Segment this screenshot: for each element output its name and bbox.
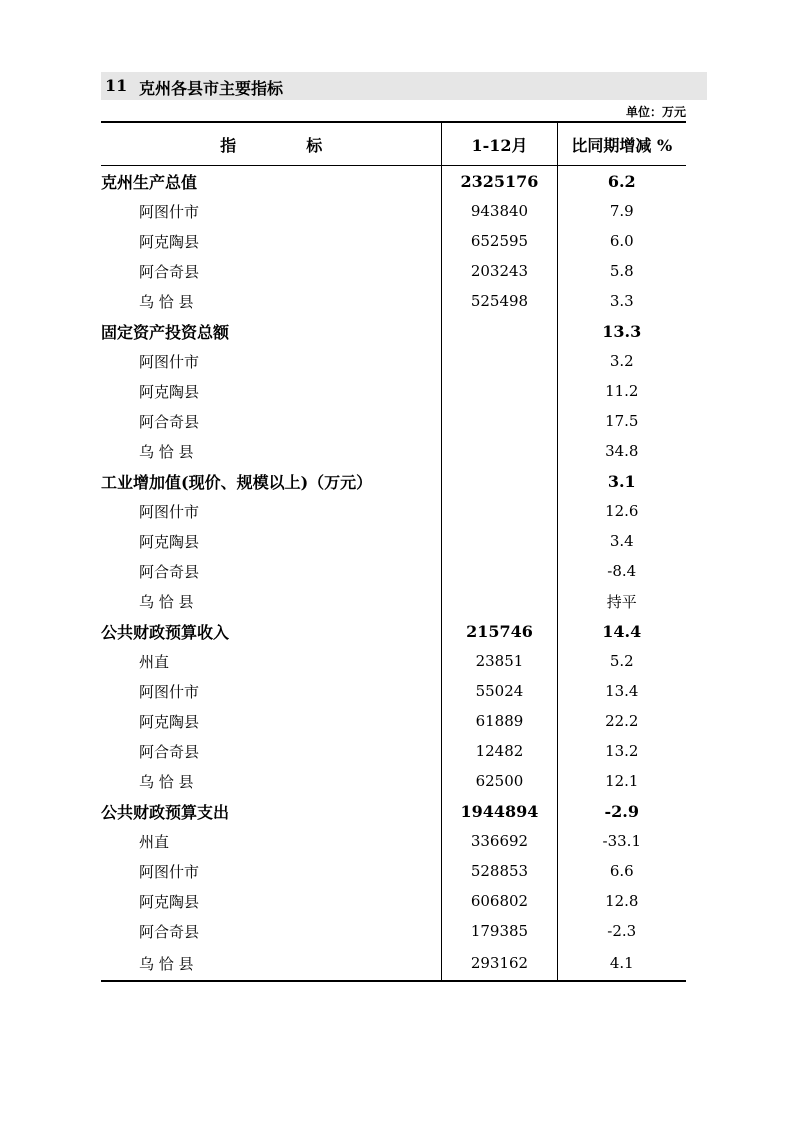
row-value bbox=[442, 556, 557, 586]
row-value bbox=[442, 436, 557, 466]
row-name: 阿图什市 bbox=[139, 202, 200, 221]
row-change: 13.2 bbox=[557, 736, 686, 766]
table-row bbox=[101, 586, 686, 616]
table-header-row bbox=[101, 122, 686, 166]
table-title-bar bbox=[101, 72, 707, 100]
row-change: 5.8 bbox=[557, 256, 686, 286]
row-value bbox=[442, 526, 557, 556]
table-row bbox=[101, 886, 686, 916]
row-change: 6.2 bbox=[557, 166, 686, 197]
table-row bbox=[101, 436, 686, 466]
table-row bbox=[101, 376, 686, 406]
table-row bbox=[101, 496, 686, 526]
header-indicator-right: 标 bbox=[306, 135, 323, 155]
row-name: 乌 恰 县 bbox=[139, 772, 194, 791]
table-number: 11 bbox=[105, 76, 128, 95]
table-row bbox=[101, 826, 686, 856]
row-change: 3.3 bbox=[557, 286, 686, 316]
table-row bbox=[101, 796, 686, 826]
table-row bbox=[101, 526, 686, 556]
row-name: 阿克陶县 bbox=[139, 712, 200, 731]
row-value: 336692 bbox=[442, 826, 557, 856]
table-row bbox=[101, 616, 686, 646]
row-change: 7.9 bbox=[557, 196, 686, 226]
table-row bbox=[101, 676, 686, 706]
row-name: 乌 恰 县 bbox=[139, 292, 194, 311]
indicator-table bbox=[101, 121, 686, 982]
row-value bbox=[442, 346, 557, 376]
row-name: 乌 恰 县 bbox=[101, 946, 442, 981]
row-change: -8.4 bbox=[557, 556, 686, 586]
table-row bbox=[101, 646, 686, 676]
row-change: 3.2 bbox=[557, 346, 686, 376]
row-name: 公共财政预算收入 bbox=[101, 622, 230, 642]
row-change: 17.5 bbox=[557, 406, 686, 436]
table-row bbox=[101, 856, 686, 886]
row-change: 14.4 bbox=[557, 616, 686, 646]
row-value: 943840 bbox=[442, 196, 557, 226]
row-value: 1944894 bbox=[442, 796, 557, 826]
row-value: 12482 bbox=[442, 736, 557, 766]
table-row bbox=[101, 226, 686, 256]
header-indicator bbox=[101, 122, 442, 166]
table-row bbox=[101, 706, 686, 736]
row-change: 11.2 bbox=[557, 376, 686, 406]
row-value: 203243 bbox=[442, 256, 557, 286]
row-name: 公共财政预算支出 bbox=[101, 802, 230, 822]
row-name: 阿图什市 bbox=[139, 682, 200, 701]
table-row bbox=[101, 916, 686, 946]
row-name: 乌 恰 县 bbox=[139, 592, 194, 611]
row-name: 阿图什市 bbox=[139, 502, 200, 521]
row-name: 阿合奇县 bbox=[139, 262, 200, 281]
table-row bbox=[101, 466, 686, 496]
row-value: 62500 bbox=[442, 766, 557, 796]
table-row bbox=[101, 736, 686, 766]
row-change: 34.8 bbox=[557, 436, 686, 466]
row-name: 固定资产投资总额 bbox=[101, 322, 230, 342]
row-value bbox=[442, 586, 557, 616]
table-row bbox=[101, 946, 686, 981]
row-name: 阿图什市 bbox=[139, 352, 200, 371]
row-change: 6.0 bbox=[557, 226, 686, 256]
row-change: 12.6 bbox=[557, 496, 686, 526]
table-row bbox=[101, 766, 686, 796]
row-name: 阿图什市 bbox=[139, 862, 200, 881]
row-name: 阿合奇县 bbox=[139, 412, 200, 431]
table-row bbox=[101, 346, 686, 376]
row-value: 179385 bbox=[442, 916, 557, 946]
row-change: 12.8 bbox=[557, 886, 686, 916]
row-value: 23851 bbox=[442, 646, 557, 676]
table-row bbox=[101, 166, 686, 197]
row-value bbox=[442, 496, 557, 526]
row-change: 12.1 bbox=[557, 766, 686, 796]
table-row bbox=[101, 286, 686, 316]
row-name: 州直 bbox=[139, 652, 170, 671]
row-value bbox=[442, 376, 557, 406]
row-value: 61889 bbox=[442, 706, 557, 736]
row-change: 22.2 bbox=[557, 706, 686, 736]
row-name: 阿克陶县 bbox=[139, 532, 200, 551]
row-name: 阿克陶县 bbox=[139, 892, 200, 911]
table-row bbox=[101, 316, 686, 346]
row-value bbox=[442, 316, 557, 346]
row-change: 4.1 bbox=[557, 946, 686, 981]
row-name: 阿合奇县 bbox=[139, 922, 200, 941]
table-row bbox=[101, 406, 686, 436]
table-title: 克州各县市主要指标 bbox=[139, 79, 284, 98]
row-change: 5.2 bbox=[557, 646, 686, 676]
row-change: -33.1 bbox=[557, 826, 686, 856]
row-value: 293162 bbox=[442, 946, 557, 981]
row-value: 528853 bbox=[442, 856, 557, 886]
row-value: 525498 bbox=[442, 286, 557, 316]
table-row bbox=[101, 256, 686, 286]
row-change: 13.4 bbox=[557, 676, 686, 706]
row-value bbox=[442, 466, 557, 496]
row-change: -2.3 bbox=[557, 916, 686, 946]
row-change: -2.9 bbox=[557, 796, 686, 826]
table-row bbox=[101, 556, 686, 586]
header-change: 比同期增减 % bbox=[557, 122, 686, 166]
row-value: 652595 bbox=[442, 226, 557, 256]
row-change: 3.4 bbox=[557, 526, 686, 556]
row-name: 克州生产总值 bbox=[101, 172, 198, 192]
row-value: 55024 bbox=[442, 676, 557, 706]
row-change: 3.1 bbox=[557, 466, 686, 496]
row-change: 6.6 bbox=[557, 856, 686, 886]
table-body bbox=[101, 166, 686, 982]
row-change: 持平 bbox=[557, 586, 686, 616]
row-value: 2325176 bbox=[442, 166, 557, 197]
row-name: 阿合奇县 bbox=[139, 562, 200, 581]
table-row bbox=[101, 196, 686, 226]
row-value bbox=[442, 406, 557, 436]
header-period: 1-12月 bbox=[442, 122, 557, 166]
row-value: 215746 bbox=[442, 616, 557, 646]
row-name: 阿克陶县 bbox=[139, 232, 200, 251]
row-name: 州直 bbox=[139, 832, 170, 851]
row-name: 阿合奇县 bbox=[139, 742, 200, 761]
row-name: 乌 恰 县 bbox=[139, 442, 194, 461]
row-name: 工业增加值(现价、规模以上)（万元） bbox=[101, 472, 373, 492]
row-value: 606802 bbox=[442, 886, 557, 916]
row-name: 阿克陶县 bbox=[139, 382, 200, 401]
row-change: 13.3 bbox=[557, 316, 686, 346]
unit-label: 单位：万元 bbox=[625, 105, 686, 119]
header-indicator-left: 指 bbox=[220, 135, 237, 155]
